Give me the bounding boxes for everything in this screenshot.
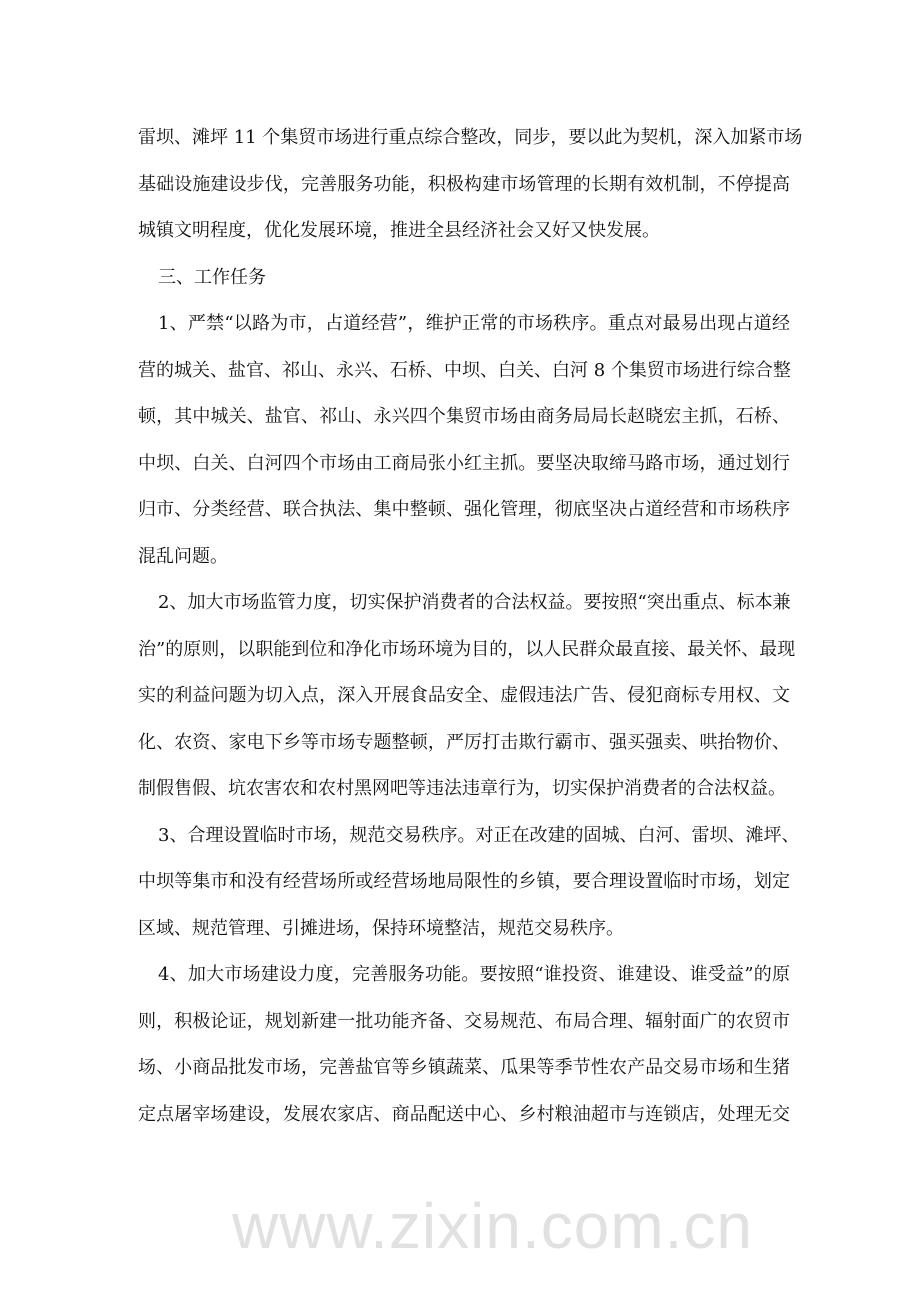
text-line: 实的利益问题为切入点，深入开展食品安全、虚假违法广告、侵犯商标专用权、文	[138, 685, 790, 706]
text-line: 归市、分类经营、联合执法、集中整顿、强化管理，彻底坚决占道经营和市场秩序	[138, 499, 790, 520]
text-line: 制假售假、坑农害农和农村黑网吧等违法违章行为，切实保护消费者的合法权益。	[138, 778, 786, 799]
text-line: 基础设施建设步伐，完善服务功能，积极构建市场管理的长期有效机制，不停提高	[138, 173, 790, 195]
text-line: 城镇文明程度，优化发展环境，推进全县经济社会又好又快发展。	[138, 220, 660, 241]
text-line: 营的城关、盐官、祁山、永兴、石桥、中坝、白关、白河 8 个集贸市场进行综合整	[138, 359, 791, 381]
document-body	[138, 124, 803, 1147]
text-line: 区域、规范管理、引摊进场，保持环境整洁，规范交易秩序。	[138, 917, 624, 939]
text-line: 治”的原则，以职能到位和净化市场环境为目的，以人民群众最直接、最关怀、最现	[138, 638, 796, 660]
text-line: 1、严禁“以路为市，占道经营”，维护正常的市场秩序。重点对最易出现占道经	[158, 313, 790, 334]
text-line: 3、合理设置临时市场，规范交易秩序。对正在改建的固城、白河、雷坝、滩坪、	[158, 824, 800, 846]
text-line: 中坝、白关、白河四个市场由工商局张小红主抓。要坚决取缔马路市场，通过划行	[138, 452, 790, 474]
text-line: 雷坝、滩坪 11 个集贸市场进行重点综合整改，同步，要以此为契机，深入加紧市场	[138, 127, 803, 148]
text-line: 顿，其中城关、盐官、祁山、永兴四个集贸市场由商务局局长赵晓宏主抓，石桥、	[138, 406, 790, 427]
text-line: 则，积极论证，规划新建一批功能齐备、交易规范、布局合理、辐射面广的农贸市	[138, 1010, 790, 1032]
text-line: 定点屠宰场建设，发展农家店、商品配送中心、乡村粮油超市与连锁店，处理无交	[138, 1103, 790, 1125]
text-line: 三、工作任务	[158, 266, 266, 288]
text-line: 场、小商品批发市场，完善盐官等乡镇蔬菜、瓜果等季节性农产品交易市场和生猪	[138, 1057, 790, 1078]
text-line: 化、农资、家电下乡等市场专题整顿，严厉打击欺行霸市、强买强卖、哄抬物价、	[138, 731, 790, 753]
watermark: www.zixin.com.cn	[232, 1190, 753, 1262]
text-line: 4、加大市场建设力度，完善服务功能。要按照“谁投资、谁建设、谁受益”的原	[158, 964, 790, 985]
text-line: 混乱问题。	[138, 545, 228, 567]
text-line: 2、加大市场监管力度，切实保护消费者的合法权益。要按照“突出重点、标本兼	[158, 592, 791, 613]
text-line: 中坝等集市和没有经营场所或经营场地局限性的乡镇，要合理设置临时市场，划定	[138, 871, 790, 892]
